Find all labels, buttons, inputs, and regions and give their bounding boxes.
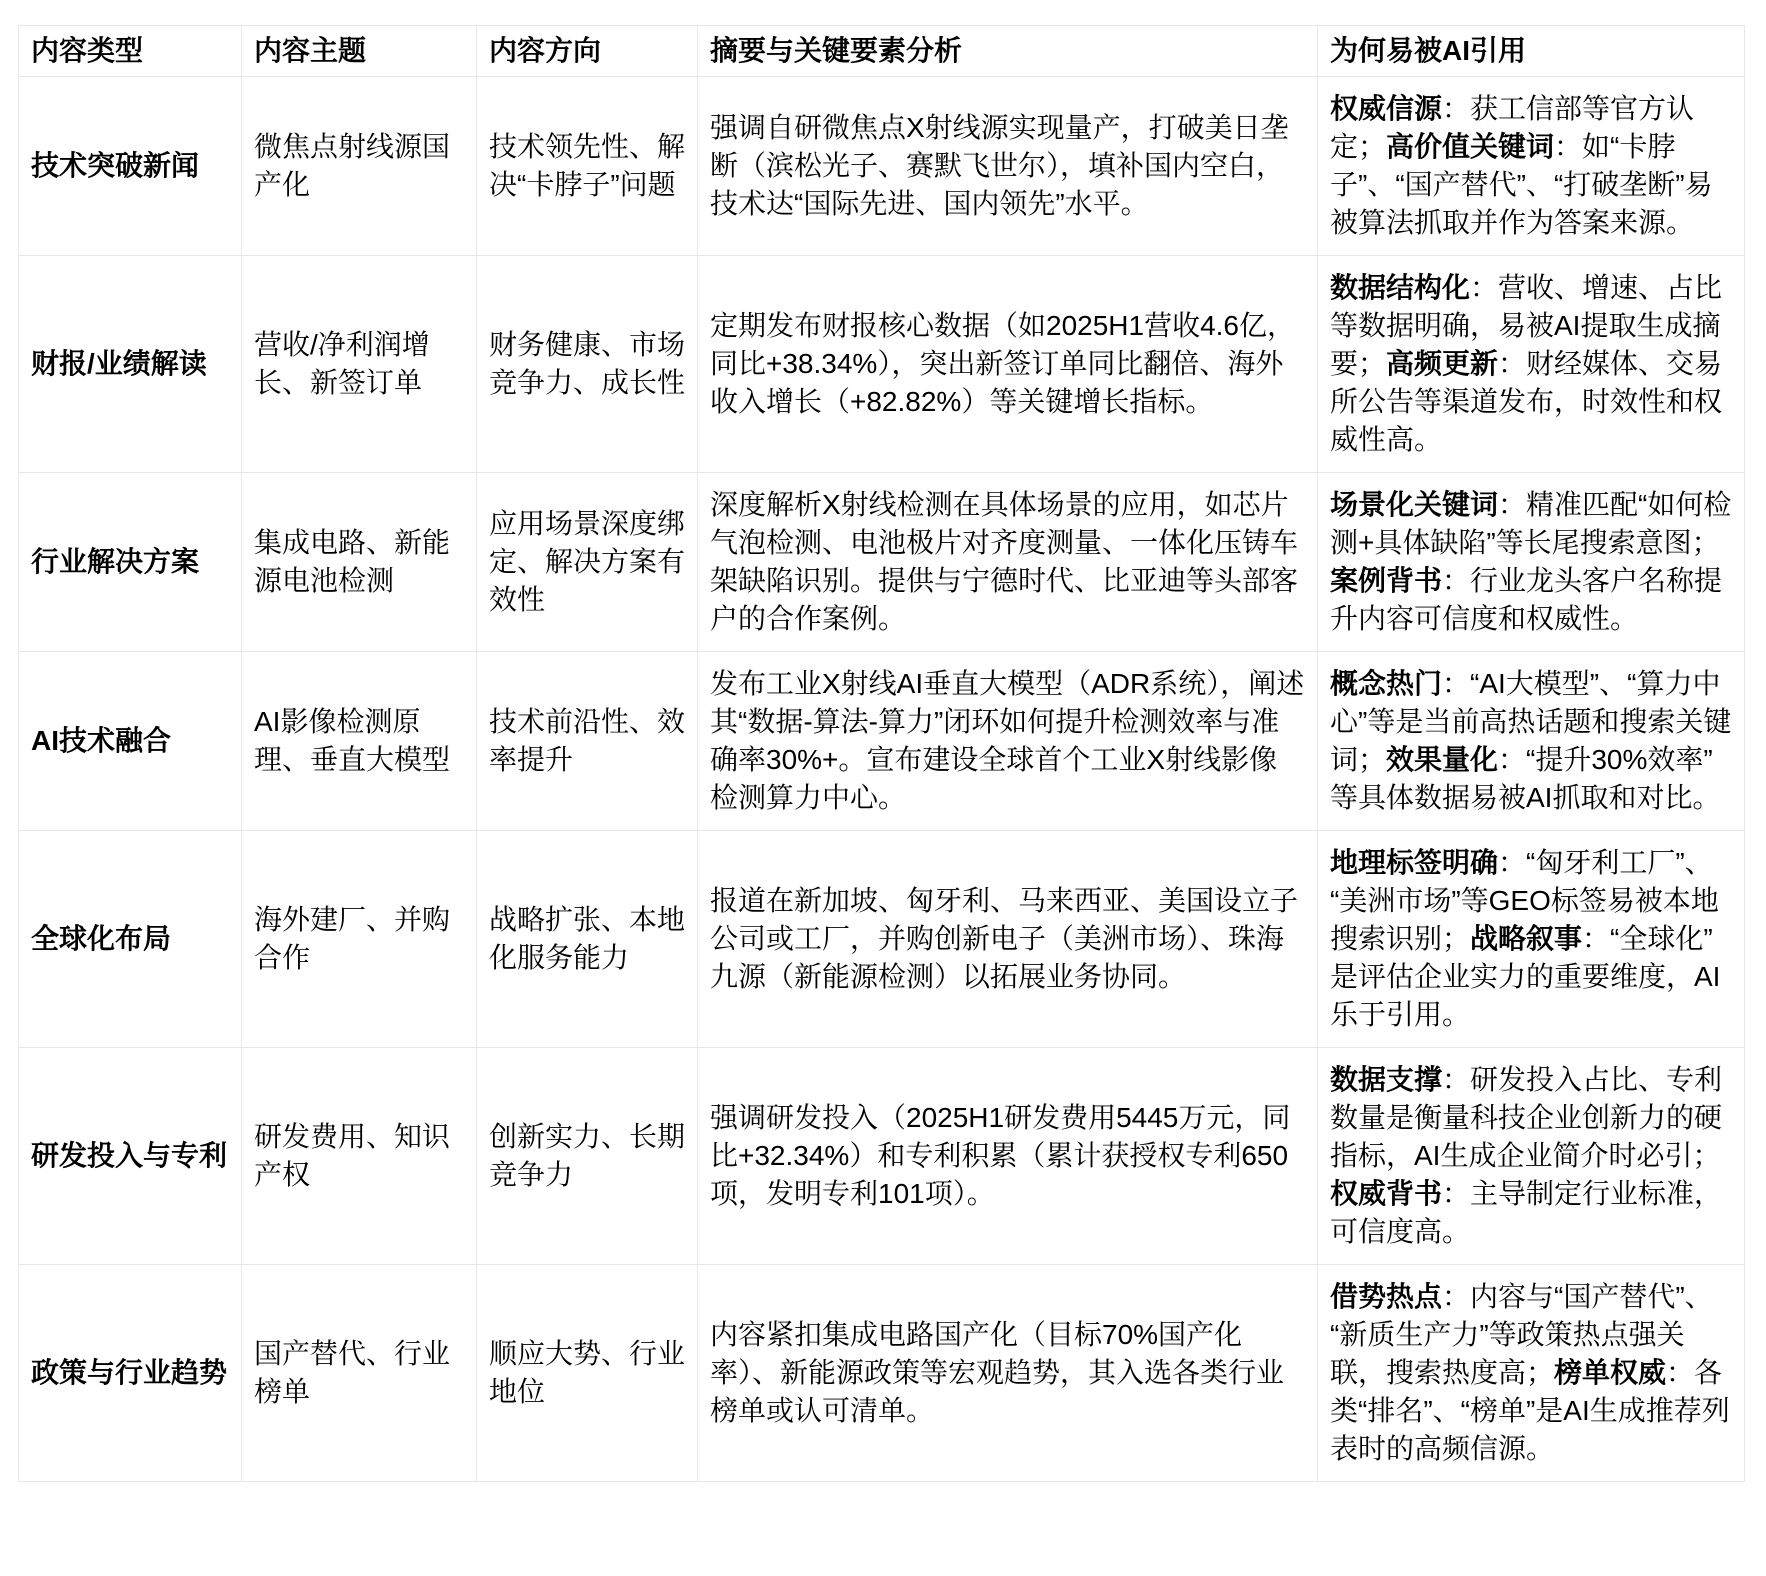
- theme-cell: 微焦点射线源国产化: [242, 77, 477, 256]
- column-header: 内容主题: [242, 26, 477, 77]
- direction-cell: 战略扩张、本地化服务能力: [477, 831, 698, 1048]
- key-term-explanation: ：精准匹配“如何检测+具体缺陷”等长尾搜索意图；: [1330, 489, 1732, 558]
- why-cited-cell: [1318, 831, 1745, 1048]
- theme-cell: 国产替代、行业榜单: [242, 1265, 477, 1482]
- direction-cell: 创新实力、长期竞争力: [477, 1048, 698, 1265]
- key-term: 高价值关键词: [1386, 131, 1555, 162]
- theme-cell: AI影像检测原理、垂直大模型: [242, 652, 477, 831]
- key-term-explanation: ：“匈牙利工厂”、“美洲市场”等GEO标签易被本地搜索识别；: [1330, 847, 1719, 954]
- theme-cell: 海外建厂、并购合作: [242, 831, 477, 1048]
- column-header: 内容方向: [477, 26, 698, 77]
- key-term-explanation: ：内容与“国产替代”、“新质生产力”等政策热点强关联，搜索热度高；: [1330, 1281, 1713, 1388]
- direction-cell: 技术前沿性、效率提升: [477, 652, 698, 831]
- table-row: [19, 473, 1745, 652]
- key-term-explanation: ：“AI大模型”、“算力中心”等是当前高热话题和搜索关键词；: [1330, 668, 1732, 775]
- header-row: [19, 26, 1745, 77]
- summary-cell: 强调研发投入（2025H1研发费用5445万元，同比+32.34%）和专利积累（累计获授权专利650项，发明专利101项）。: [698, 1048, 1318, 1265]
- key-term-explanation: ：获工信部等官方认定；: [1330, 93, 1695, 162]
- key-term: 概念热门: [1330, 668, 1443, 699]
- table-row: [19, 652, 1745, 831]
- why-cited-cell: [1318, 1265, 1745, 1482]
- key-term-explanation: ：研发投入占比、专利数量是衡量科技企业创新力的硬指标，AI生成企业简介时必引；: [1330, 1064, 1723, 1171]
- key-term: 权威信源: [1330, 93, 1443, 124]
- table-row: [19, 1048, 1745, 1265]
- theme-cell: 研发费用、知识产权: [242, 1048, 477, 1265]
- key-term-explanation: ：主导制定行业标准，可信度高。: [1330, 1178, 1723, 1247]
- key-term: 案例背书: [1330, 565, 1443, 596]
- column-header: 摘要与关键要素分析: [698, 26, 1318, 77]
- table-row: [19, 256, 1745, 473]
- why-cited-cell: [1318, 256, 1745, 473]
- theme-cell: 集成电路、新能源电池检测: [242, 473, 477, 652]
- key-term: 地理标签明确: [1330, 847, 1499, 878]
- summary-cell: 定期发布财报核心数据（如2025H1营收4.6亿，同比+38.34%），突出新签订单同比翻倍、海外收入增长（+82.82%）等关键增长指标。: [698, 256, 1318, 473]
- content-type-cell: 技术突破新闻: [19, 77, 242, 256]
- key-term-explanation: ：财经媒体、交易所公告等渠道发布，时效性和权威性高。: [1330, 348, 1723, 455]
- key-term: 高频更新: [1386, 348, 1499, 379]
- content-type-cell: AI技术融合: [19, 652, 242, 831]
- table-row: [19, 77, 1745, 256]
- key-term-explanation: ：“全球化”是评估企业实力的重要维度，AI乐于引用。: [1330, 923, 1721, 1030]
- summary-cell: 深度解析X射线检测在具体场景的应用，如芯片气泡检测、电池极片对齐度测量、一体化压铸车架缺陷识别。提供与宁德时代、比亚迪等头部客户的合作案例。: [698, 473, 1318, 652]
- direction-cell: 顺应大势、行业地位: [477, 1265, 698, 1482]
- content-type-cell: 研发投入与专利: [19, 1048, 242, 1265]
- table-row: [19, 1265, 1745, 1482]
- content-type-cell: 全球化布局: [19, 831, 242, 1048]
- column-header: 内容类型: [19, 26, 242, 77]
- why-cited-cell: [1318, 77, 1745, 256]
- key-term: 战略叙事: [1470, 923, 1583, 954]
- table-body: [19, 77, 1745, 1482]
- content-strategy-table: [18, 25, 1745, 1482]
- key-term: 权威背书: [1330, 1178, 1443, 1209]
- why-cited-cell: [1318, 473, 1745, 652]
- key-term-explanation: ：“提升30%效率”等具体数据易被AI抓取和对比。: [1330, 744, 1721, 813]
- key-term-explanation: ：营收、增速、占比等数据明确，易被AI提取生成摘要；: [1330, 272, 1723, 379]
- content-type-cell: 行业解决方案: [19, 473, 242, 652]
- key-term-explanation: ：各类“排名”、“榜单”是AI生成推荐列表时的高频信源。: [1330, 1357, 1730, 1464]
- content-type-cell: 政策与行业趋势: [19, 1265, 242, 1482]
- direction-cell: 应用场景深度绑定、解决方案有效性: [477, 473, 698, 652]
- summary-cell: 内容紧扣集成电路国产化（目标70%国产化率）、新能源政策等宏观趋势，其入选各类行业榜单或认可清单。: [698, 1265, 1318, 1482]
- direction-cell: 财务健康、市场竞争力、成长性: [477, 256, 698, 473]
- summary-cell: 报道在新加坡、匈牙利、马来西亚、美国设立子公司或工厂，并购创新电子（美洲市场）、珠海九源（新能源检测）以拓展业务协同。: [698, 831, 1318, 1048]
- column-header: 为何易被AI引用: [1318, 26, 1745, 77]
- key-term-explanation: ：如“卡脖子”、“国产替代”、“打破垄断”易被算法抓取并作为答案来源。: [1330, 131, 1713, 238]
- content-type-cell: 财报/业绩解读: [19, 256, 242, 473]
- direction-cell: 技术领先性、解决“卡脖子”问题: [477, 77, 698, 256]
- key-term: 榜单权威: [1554, 1357, 1667, 1388]
- key-term-explanation: ：行业龙头客户名称提升内容可信度和权威性。: [1330, 565, 1723, 634]
- why-cited-cell: [1318, 652, 1745, 831]
- summary-cell: 发布工业X射线AI垂直大模型（ADR系统），阐述其“数据-算法-算力”闭环如何提升检测效率与准确率30%+。宣布建设全球首个工业X射线影像检测算力中心。: [698, 652, 1318, 831]
- table-row: [19, 831, 1745, 1048]
- key-term: 效果量化: [1386, 744, 1499, 775]
- key-term: 借势热点: [1330, 1281, 1443, 1312]
- why-cited-cell: [1318, 1048, 1745, 1265]
- theme-cell: 营收/净利润增长、新签订单: [242, 256, 477, 473]
- key-term: 数据支撑: [1330, 1064, 1443, 1095]
- key-term: 数据结构化: [1330, 272, 1471, 303]
- key-term: 场景化关键词: [1330, 489, 1499, 520]
- summary-cell: 强调自研微焦点X射线源实现量产，打破美日垄断（滨松光子、赛默飞世尔），填补国内空白，技术达“国际先进、国内领先”水平。: [698, 77, 1318, 256]
